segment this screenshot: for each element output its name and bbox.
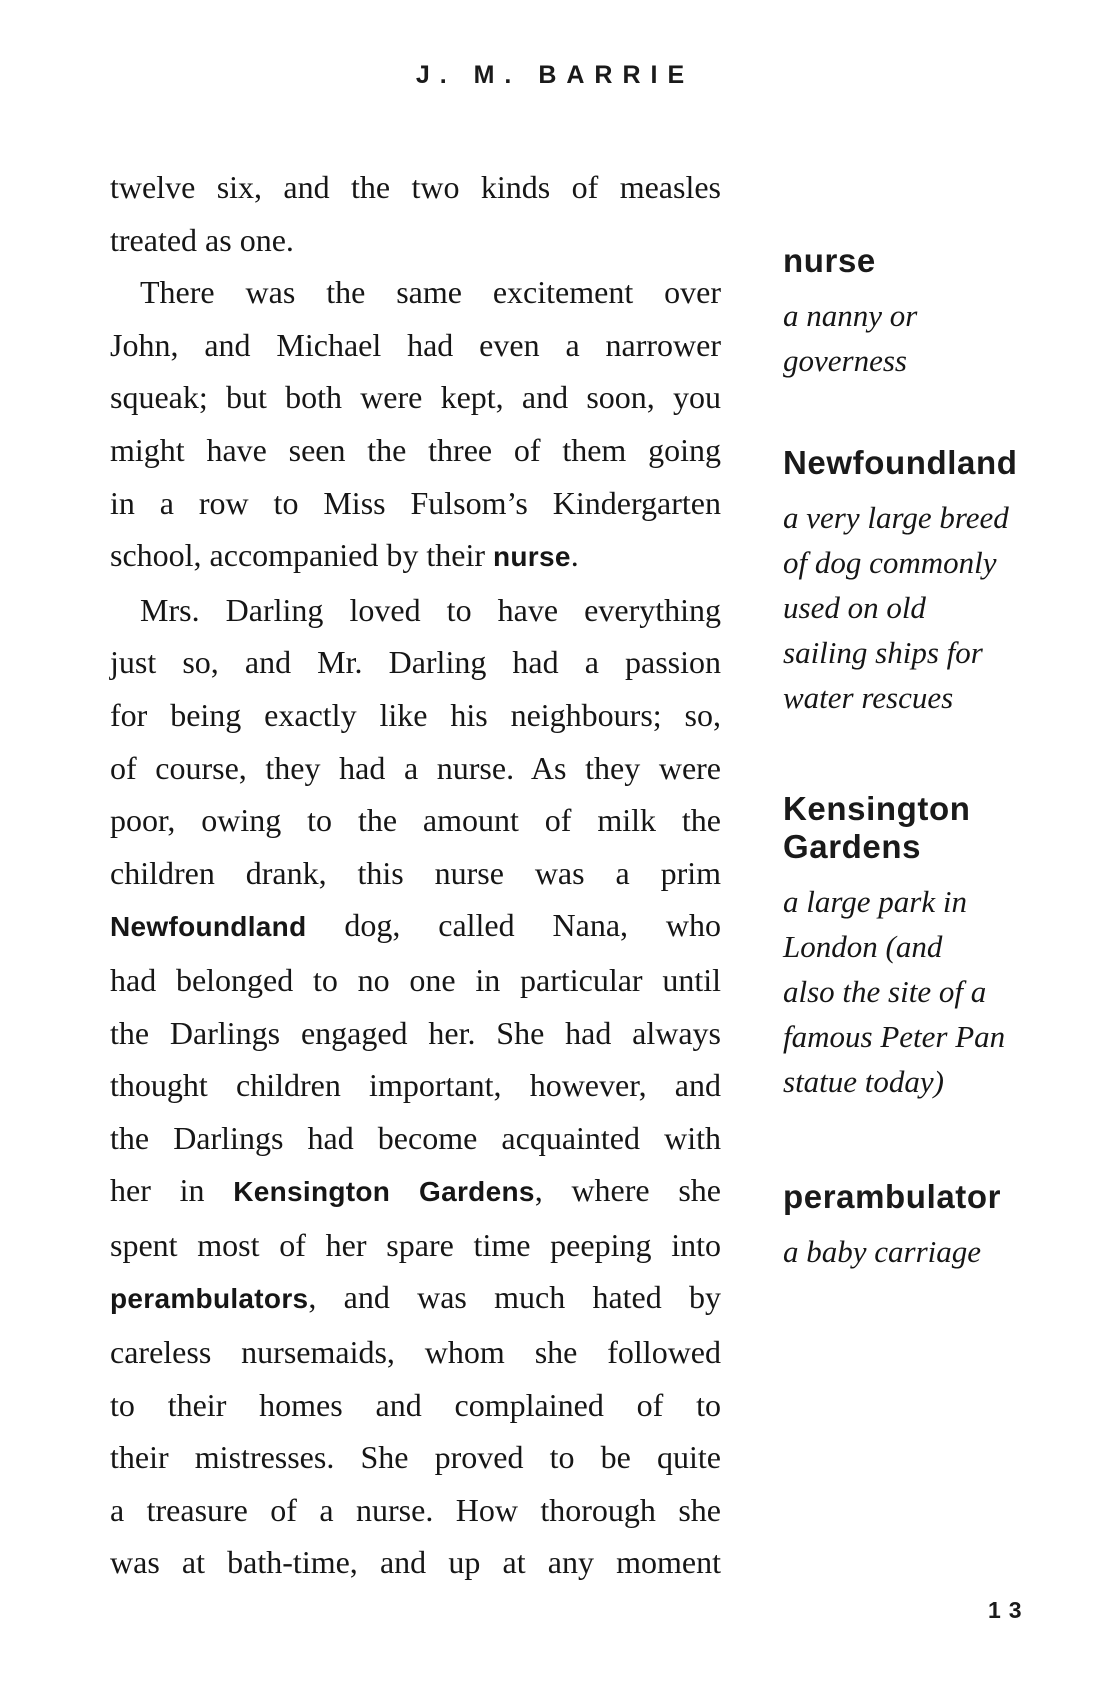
text-line	[110, 1484, 721, 1537]
text-line	[110, 899, 721, 954]
glossary-entry	[783, 1178, 1035, 1274]
glossary-entry	[783, 790, 1035, 1104]
text-line	[110, 1059, 721, 1112]
text-line	[110, 1112, 721, 1165]
text-line	[110, 1164, 721, 1219]
glossary-definition-line: used on old	[783, 590, 926, 625]
text-segment: poor, owing to the amount of milk the	[110, 802, 721, 839]
text-line	[110, 214, 721, 267]
text-line	[110, 954, 721, 1007]
text-segment: school, accompanied by their	[110, 537, 493, 574]
glossary-term: Kensington Gardens	[783, 790, 971, 865]
text-segment: of course, they had a nurse. As they were	[110, 749, 721, 786]
glossary-definition-line: a large park in	[783, 884, 967, 919]
text-line	[110, 1431, 721, 1484]
glossary-definition-line: water rescues	[783, 680, 954, 715]
text-segment: There was the same excitement over	[140, 274, 721, 311]
text-segment: to their homes and complained of to	[110, 1386, 721, 1423]
text-line	[110, 266, 721, 319]
glossary-definition	[783, 879, 1035, 1104]
glossary-definition-line: a nanny or	[783, 298, 918, 333]
glossary-definition	[783, 293, 1035, 383]
text-segment: might have seen the three of them going	[110, 431, 721, 468]
text-segment: spent most of her spare time peeping into	[110, 1226, 721, 1263]
glossary-term: Newfoundland	[783, 444, 1018, 481]
glossary-definition-line: a very large breed	[783, 500, 1009, 535]
text-line	[110, 529, 721, 584]
text-segment: in a row to Miss Fulsom’s Kindergarten	[110, 484, 721, 521]
glossary-definition-line: governess	[783, 343, 907, 378]
running-header: J. M. BARRIE	[415, 61, 695, 89]
inline-glossary-term: Newfoundland	[110, 911, 307, 943]
main-text-column	[110, 161, 721, 1589]
glossary-sidebar	[783, 0, 1035, 1700]
text-line	[110, 319, 721, 372]
text-segment: twelve six, and the two kinds of measles	[110, 169, 721, 205]
text-segment: thought children important, however, and	[110, 1067, 721, 1104]
text-segment: a treasure of a nurse. How thorough she	[110, 1491, 721, 1528]
glossary-definition-line: also the site of a	[783, 974, 987, 1009]
text-segment: .	[570, 537, 579, 574]
text-line	[110, 371, 721, 424]
text-segment: was at bath-time, and up at any moment	[110, 1544, 721, 1581]
text-line	[110, 636, 721, 689]
glossary-entry	[783, 242, 1035, 383]
text-line	[110, 1271, 721, 1326]
glossary-term: perambulator	[783, 1178, 1002, 1215]
glossary-definition-line: of dog commonly	[783, 545, 997, 580]
glossary-definition	[783, 1229, 1035, 1274]
text-line	[110, 1219, 721, 1272]
text-segment: just so, and Mr. Darling had a passion	[110, 644, 721, 681]
text-segment: her in	[110, 1172, 234, 1209]
glossary-definition	[783, 495, 1035, 720]
text-line	[110, 1379, 721, 1432]
text-line	[110, 584, 721, 637]
glossary-definition-line: a baby carriage	[783, 1234, 982, 1269]
glossary-definition-line: London (and	[783, 929, 943, 964]
text-line	[110, 1536, 721, 1589]
text-line	[110, 794, 721, 847]
text-segment: , where she	[534, 1172, 722, 1209]
text-line	[110, 424, 721, 477]
glossary-definition-line: statue today)	[783, 1064, 944, 1099]
text-segment: the Darlings had become acquainted with	[110, 1119, 721, 1156]
text-line	[110, 161, 721, 214]
text-segment: Mrs. Darling loved to have everything	[140, 591, 721, 628]
text-segment: children drank, this nurse was a prim	[110, 854, 721, 891]
glossary-definition-line: sailing ships for	[783, 635, 983, 670]
text-line	[110, 1007, 721, 1060]
text-segment: had belonged to no one in particular until	[110, 961, 721, 998]
text-line	[110, 1326, 721, 1379]
text-segment: for being exactly like his neighbours; so,	[110, 696, 721, 733]
text-segment: squeak; but both were kept, and soon, you	[110, 379, 721, 416]
text-line	[110, 477, 721, 530]
text-segment: the Darlings engaged her. She had always	[110, 1014, 721, 1051]
text-segment: careless nursemaids, whom she followed	[110, 1334, 721, 1371]
inline-glossary-term: nurse	[492, 541, 571, 573]
text-line	[110, 847, 721, 900]
inline-glossary-term: Kensington Gardens	[233, 1176, 535, 1208]
glossary-entry	[783, 444, 1035, 720]
text-segment: John, and Michael had even a narrower	[110, 326, 721, 363]
text-segment: treated as one.	[110, 221, 294, 258]
text-line	[110, 689, 721, 742]
inline-glossary-term: perambulators	[110, 1283, 309, 1315]
text-segment: their mistresses. She proved to be quite	[110, 1439, 721, 1476]
text-segment: , and was much hated by	[308, 1279, 721, 1316]
glossary-term: nurse	[783, 242, 876, 279]
page-number: 13	[988, 1597, 1030, 1623]
text-line	[110, 742, 721, 795]
text-segment: dog, called Nana, who	[306, 907, 721, 944]
glossary-definition-line: famous Peter Pan	[783, 1019, 1006, 1054]
